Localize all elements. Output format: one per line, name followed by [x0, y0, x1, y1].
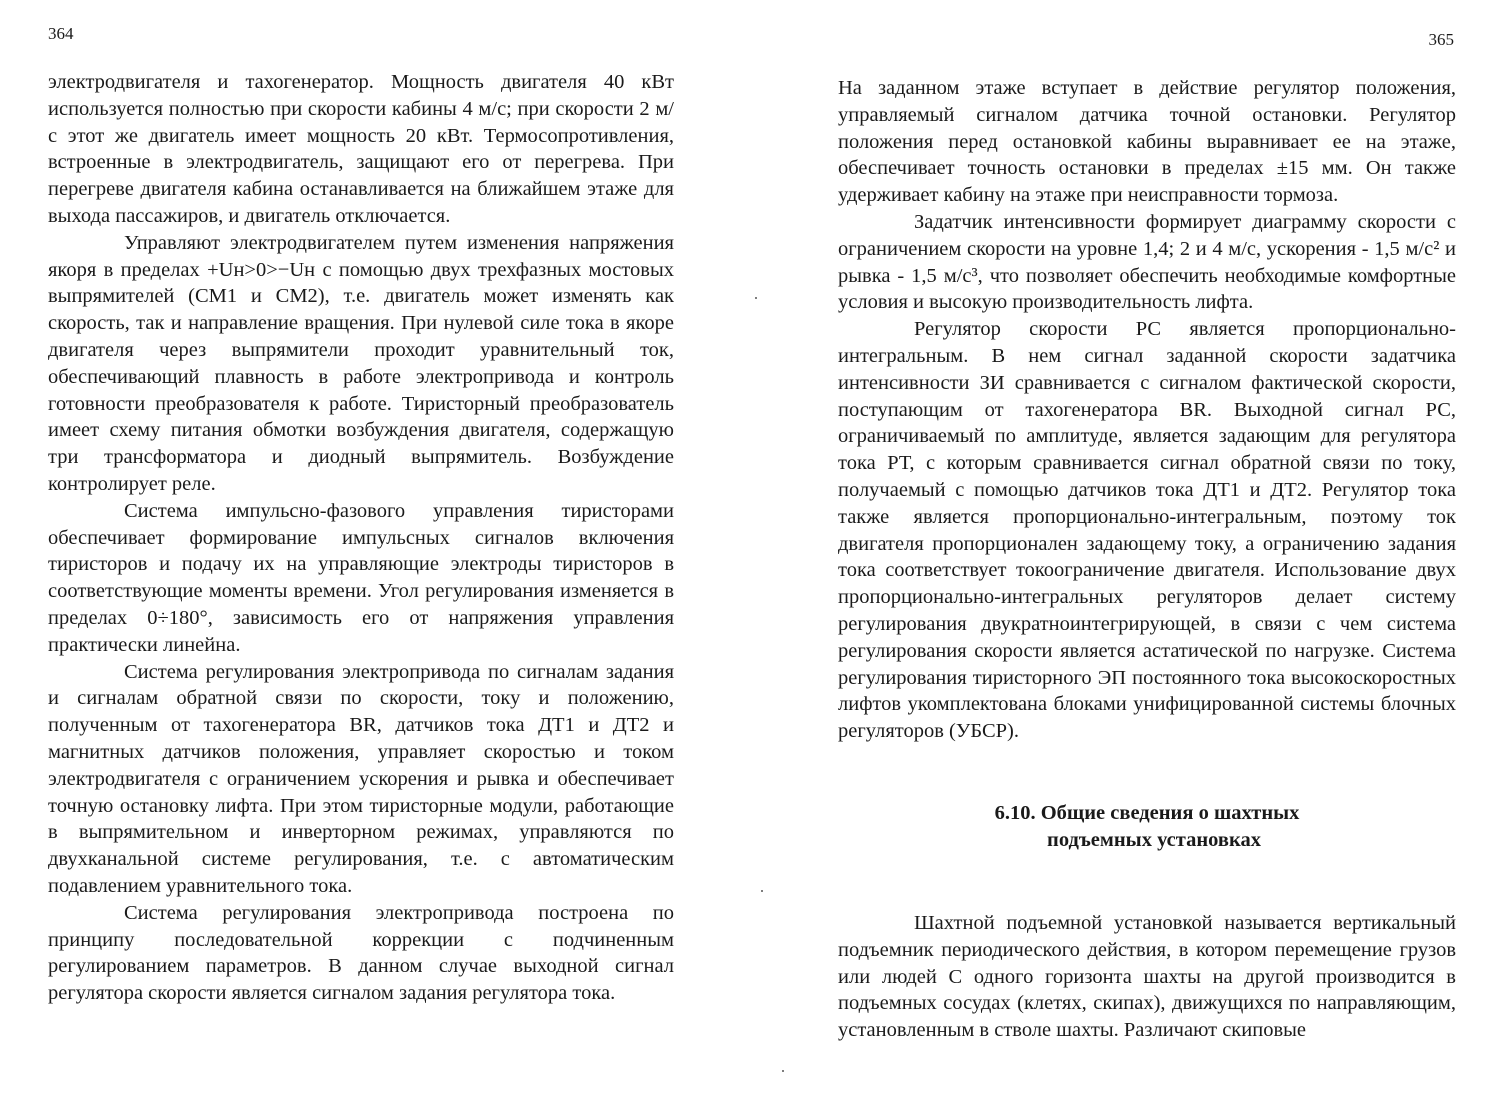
- right-paragraph-2: Задатчик интенсивности формирует диаграмму скорости с ограничением скорости на уровне 1,4; 2 и 4 м/с, ускорения - 1,5 м/с² и рывка - 1,5 м/с³, что позволяет обеспечить необходимые комфортные условия и высокую производительность лифта.: [838, 210, 1456, 314]
- right-paragraph-3: Регулятор скорости РС является пропорционально-интегральным. В нем сигнал заданной скорости задатчика интенсивности ЗИ сравнивается с сигналом фактической скорости, поступающим от тахогенератора BR. Выходной сигнал РС, ограничиваемый по амплитуде, является задающим для регулятора тока РТ, с которым сравнивается сигнал обратной связи по току, получаемый с помощью датчиков тока ДТ1 и ДТ2. Регулятор тока также является пропорционально-интегральным, поэтому ток двигателя пропорционален задающему току, а ограничению задания тока соответствует токоограничение двигателя. Использование двух пропорционально-интегральных регуляторов делает систему регулирования двукратноинтегрирующей, в связи с чем система регулирования скорости является астатической по нагрузке. Система регулирования тиристорного ЭП постоянного тока высокоскоростных лифтов укомплектована блоками унифицированной системы блочных регуляторов (УБСР).: [838, 318, 1456, 743]
- right-paragraph-1: На заданном этаже вступает в действие регулятор положения, управляемый сигналом датчика точной остановки. Регулятор положения перед остановкой кабины выравнивает ее на этаже, обеспечивает точность остановки в пределах ±15 мм. Он также удерживает кабину на этаже при неисправности тормоза.: [838, 77, 1456, 207]
- left-paragraph-2: Управляют электродвигателем путем изменения напряжения якоря в пределах +Uн>0>−Uн с помощью двух трехфазных мостовых выпрямителей (СМ1 и СМ2), т.е. двигатель может изменять как скорость, так и направление вращения. При нулевой силе тока в якоре двигателя через выпрямители проходит уравнительный ток, обеспечивающий плавность в работе электропривода и контроль готовности преобразователя к работе. Тиристорный преобразователь имеет схему питания обмотки возбуждения двигателя, содержащую три трансформатора и диодный выпрямитель. Возбуждение контролирует реле.: [48, 231, 674, 495]
- section-text: [838, 910, 1456, 1044]
- left-paragraph-4: Система регулирования электропривода по сигналам задания и сигналам обратной связи по скорости, току и положению, полученным от тахогенератора BR, датчиков тока ДТ1 и ДТ2 и магнитных датчиков положения, управляет скоростью и током электродвигателя с ограничением ускорения и рывка и обеспечивает точную остановку лифта. При этом тиристорные модули, работающие в выпрямительном и инверторном режимах, управляются по двухканальной системе регулирования, т.е. с автоматическим подавлением уравнительного тока.: [48, 660, 674, 897]
- left-paragraph-1: электродвигателя и тахогенератор. Мощность двигателя 40 кВт используется полностью при скорости кабины 4 м/с; при скорости 2 м/с этот же двигатель имеет мощность 20 кВт. Термосопротивления, встроенные в электродвигатель, защищают его от перегрева. При перегреве двигателя кабина останавливается на ближайшем этаже для выхода пассажиров, и двигатель отключается.: [48, 71, 674, 227]
- scan-speck: [782, 1070, 784, 1072]
- section-paragraph-1: Шахтной подъемной установкой называется вертикальный подъемник периодического действия, в котором перемещение грузов или людей С одного горизонта шахты на другой производится в подъемных сосудах (клетях, скипах), движущихся по направляющим, установленным в стволе шахты. Различают скиповые: [838, 912, 1456, 1042]
- section-heading-line-2: подъемных установках: [1047, 829, 1261, 851]
- left-paragraph-5: Система регулирования электропривода построена по принципу последовательной коррекции с подчиненным регулированием параметров. В данном случае выходной сигнал регулятора скорости является сигналом задания регулятора тока.: [48, 901, 674, 1005]
- left-page-text: [48, 69, 674, 1007]
- scan-speck: [755, 297, 757, 299]
- section-heading-line-1: 6.10. Общие сведения о шахтных: [994, 802, 1300, 824]
- right-page-text: [838, 75, 1456, 745]
- section-heading: [838, 800, 1456, 854]
- right-page: [756, 0, 1512, 1099]
- left-page-number: 364: [48, 24, 74, 43]
- left-paragraph-3: Система импульсно-фазового управления тиристорами обеспечивает формирование импульсных сигналов включения тиристоров и подачу их на управляющие электроды тиристоров в соответствующие моменты времени. Угол регулирования изменяется в пределах 0÷180°, зависимость его от напряжения управления практически линейна.: [48, 499, 674, 656]
- scan-speck: [761, 890, 763, 892]
- right-page-number: 365: [1428, 30, 1454, 49]
